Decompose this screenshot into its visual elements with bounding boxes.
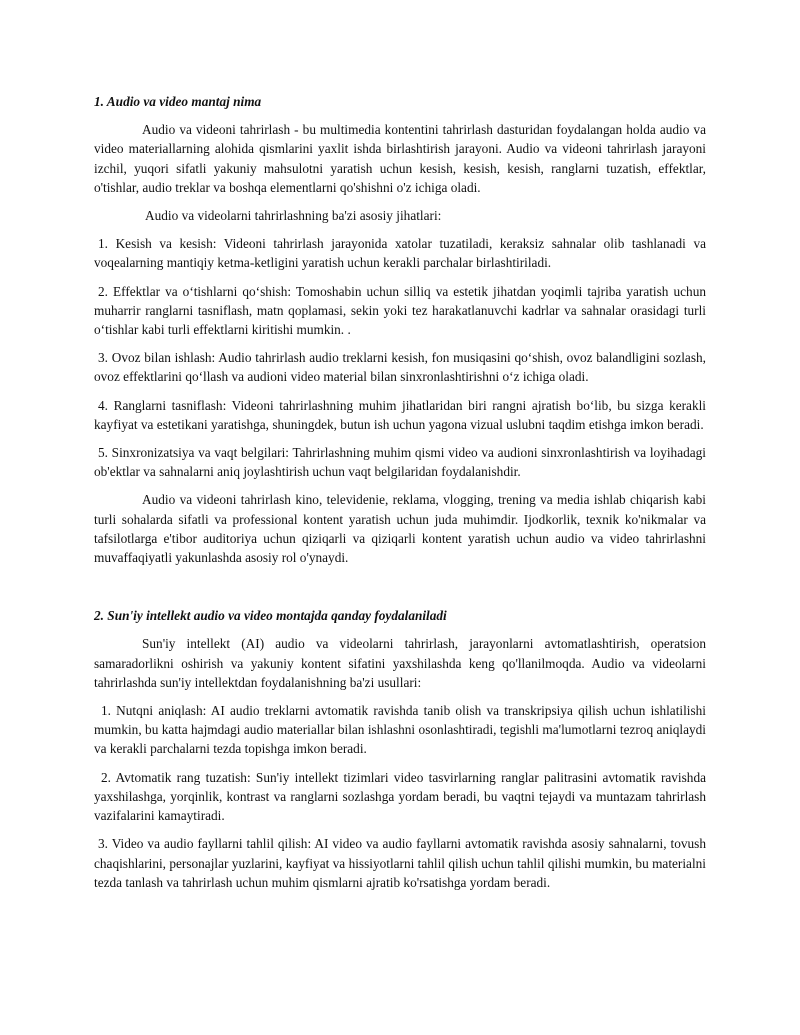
section2-list-item: 1. Nutqni aniqlash: AI audio treklarni avtomatik ravishda tanib olish va transkripsiya qilish uchun ishlatilishi mumkin, bu katta hajmdagi audio materiallar bilan ishlashni osonlashtiradi, tegishli ma'lumotlarni tezroq aniqlaydi va kerakli parchalarni tezda topishga imkon beradi. [94, 703, 706, 757]
section2-list-item: 3. Video va audio fayllarni tahlil qilish: AI video va audio fayllarni avtomatik ravishda asosiy sahnalarni, tovush chaqishlarini, personajlar yuzlarini, kayfiyat va hissiyotlarni tahlil qilish uchun tahlil qilishi mumkin, bu materialni tezda tanlash va tahrirlash uchun muhim qismlarni ajratib ko'rsatishga yordam beradi. [94, 836, 706, 890]
document-page [94, 92, 706, 892]
section1-intro-paragraph: Audio va videoni tahrirlash - bu multimedia kontentini tahrirlash dasturidan foydalangan holda audio va video materiallarning alohida qismlarini yaxlit ishda birlashtirish jarayoni. Audio va videoni tahrirlash jarayoni izchil, yuqori sifatli yakuniy mahsulotni yaratish uchun kesish, kesish, kesish, ranglarni tuzatish, effektlar, o'tishlar, audio treklar va boshqa elementlarni qo'shishni o'z ichiga oladi. [94, 122, 706, 195]
section1-list-item: 5. Sinxronizatsiya va vaqt belgilari: Tahrirlashning muhim qismi video va audioni sinxronlashtirish va loyihadagi ob'ektlar va sahnalarni aniq joylashtirish uchun vaqt belgilaridan foydalanishdir. [94, 445, 706, 480]
section1-list-item: 2. Effektlar va o‘tishlarni qo‘shish: Tomoshabin uchun silliq va estetik jihatdan yoqimli tajriba yaratish uchun muharrir ranglarni tasniflash, matn qoplamasi, sekin yoki tez harakatlanuvchi kadrlar va sahnalar orasidagi turli o‘tishlar kabi turli effektlarni kiritishi mumkin. . [94, 283, 706, 338]
section1-aspects-heading: Audio va videolarni tahrirlashning ba'zi asosiy jihatlari: [145, 208, 442, 224]
section2-list-item: 2. Avtomatik rang tuzatish: Sun'iy intellekt tizimlari video tasvirlarning ranglar palitrasini avtomatik ravishda yaxshilashga, yorqinlik, kontrast va ranglarni sozlashga yordam beradi, bu vaqtni tejaydi va muntazam tahrirlash vazifalarini kamaytiradi. [94, 769, 706, 824]
section2-heading: 2. Sun'iy intellekt audio va video montajda qanday foydalaniladi [94, 608, 447, 624]
section1-list-item: 3. Ovoz bilan ishlash: Audio tahrirlash audio treklarni kesish, fon musiqasini qo‘shish, ovoz balandligini sozlash, ovoz effektlarini qo‘llash va audioni video material bilan sinxronlashtirishni o‘z ichiga oladi. [94, 350, 706, 385]
section1-conclusion-paragraph: Audio va videoni tahrirlash kino, televidenie, reklama, vlogging, trening va media ishlab chiqarish kabi turli sohalarda sifatli va professional kontent yaratish uchun juda muhimdir. Ijodkorlik, texnik ko'nikmalar va tafsilotlarga e'tibor auditoriya uchun qiziqarli va qiziqarli kontent yaratish uchun audio va video tahrirlashni muvaffaqiyatli yakunlashda asosiy rol o'ynaydi. [94, 492, 706, 566]
section1-heading: 1. Audio va video mantaj nima [94, 94, 262, 109]
section1-list-item: 4. Ranglarni tasniflash: Videoni tahrirlashning muhim jihatlaridan biri rangni ajratish bo‘lib, bu sizga kerakli kayfiyat va estetikani yaratishga, shuningdek, butun ish uchun yagona vizual uslubni taqdim etishga imkon beradi. [94, 397, 706, 432]
section1-list-item: 1. Kesish va kesish: Videoni tahrirlash jarayonida xatolar tuzatiladi, keraksiz sahnalar olib tashlanadi va voqealarning mantiqiy ketma-ketligini yaratish uchun kerakli parchalar birlashtiriladi. [94, 236, 706, 271]
section2-intro-paragraph: Sun'iy intellekt (AI) audio va videolarni tahrirlash, jarayonlarni avtomatlashtirish, operatsion samaradorlikni oshirish va yakuniy kontent sifatini yaxshilashda keng qo'llanilmoqda. Audio va videolarni tahrirlashda sun'iy intellektdan foydalanishning ba'zi usullari: [94, 636, 706, 690]
